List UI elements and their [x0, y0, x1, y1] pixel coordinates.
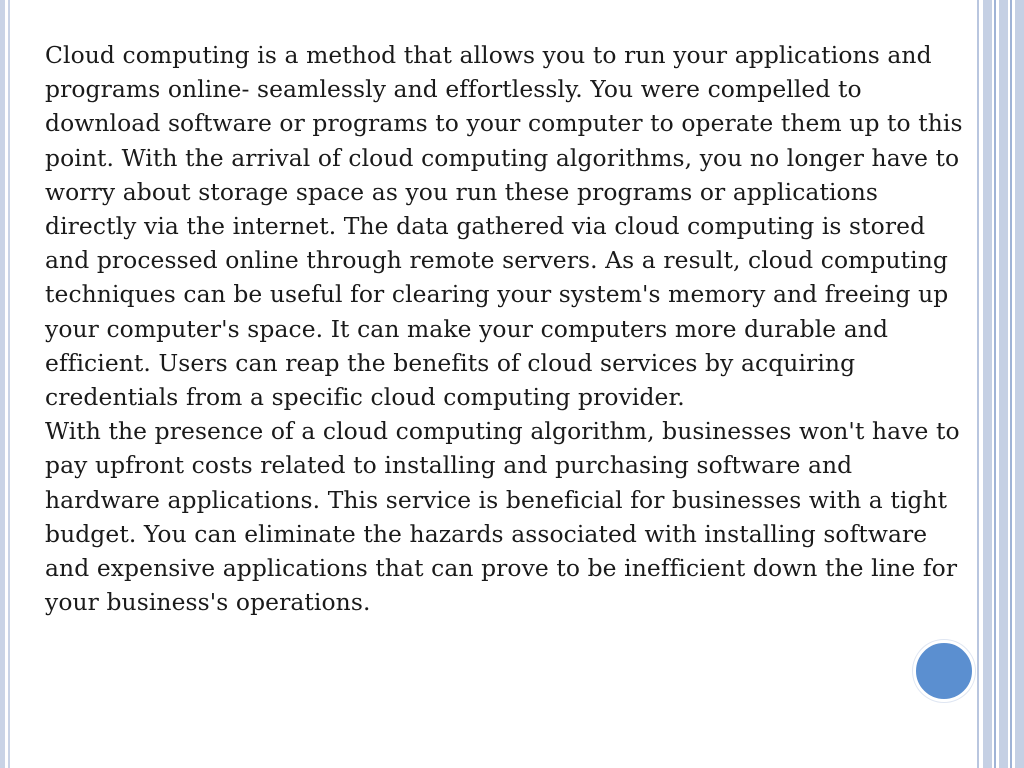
right-border-line: [977, 0, 979, 768]
right-border-line: [994, 0, 996, 768]
right-border-band: [983, 0, 992, 768]
decorative-circle-icon: [913, 640, 975, 702]
paragraph-cloud-intro: Cloud computing is a method that allows you to run your applications and programs online- seamlessly and effortlessly. You were compelled to download software or programs to your computer to operate them up to this point. With the arrival of cloud computing algorithms, you no longer have to worry about storage space as you run these programs or applications directly via the internet. The data gathered via cloud computing is stored and processed online through remote servers. As a result, cloud computing techniques can be useful for clearing your system's memory and freeing up your computer's space. It can make your computers more durable and efficient. Users can reap the benefits of cloud services by acquiring credentials from a specific cloud computing provider.: [45, 41, 963, 412]
paragraph-business-benefits: With the presence of a cloud computing algorithm, businesses won't have to pay upfront costs related to installing and purchasing software and hardware applications. This service is beneficial for businesses with a tight budget. You can eliminate the hazards associated with installing software and expensive applications that can prove to be inefficient down the line for your business's operations.: [45, 417, 960, 617]
right-border-band: [1015, 0, 1024, 768]
left-border-line: [8, 0, 10, 768]
right-border-band: [999, 0, 1008, 768]
left-border-stripe: [0, 0, 5, 768]
right-border-line: [1010, 0, 1012, 768]
slide-body-text: [45, 38, 970, 619]
